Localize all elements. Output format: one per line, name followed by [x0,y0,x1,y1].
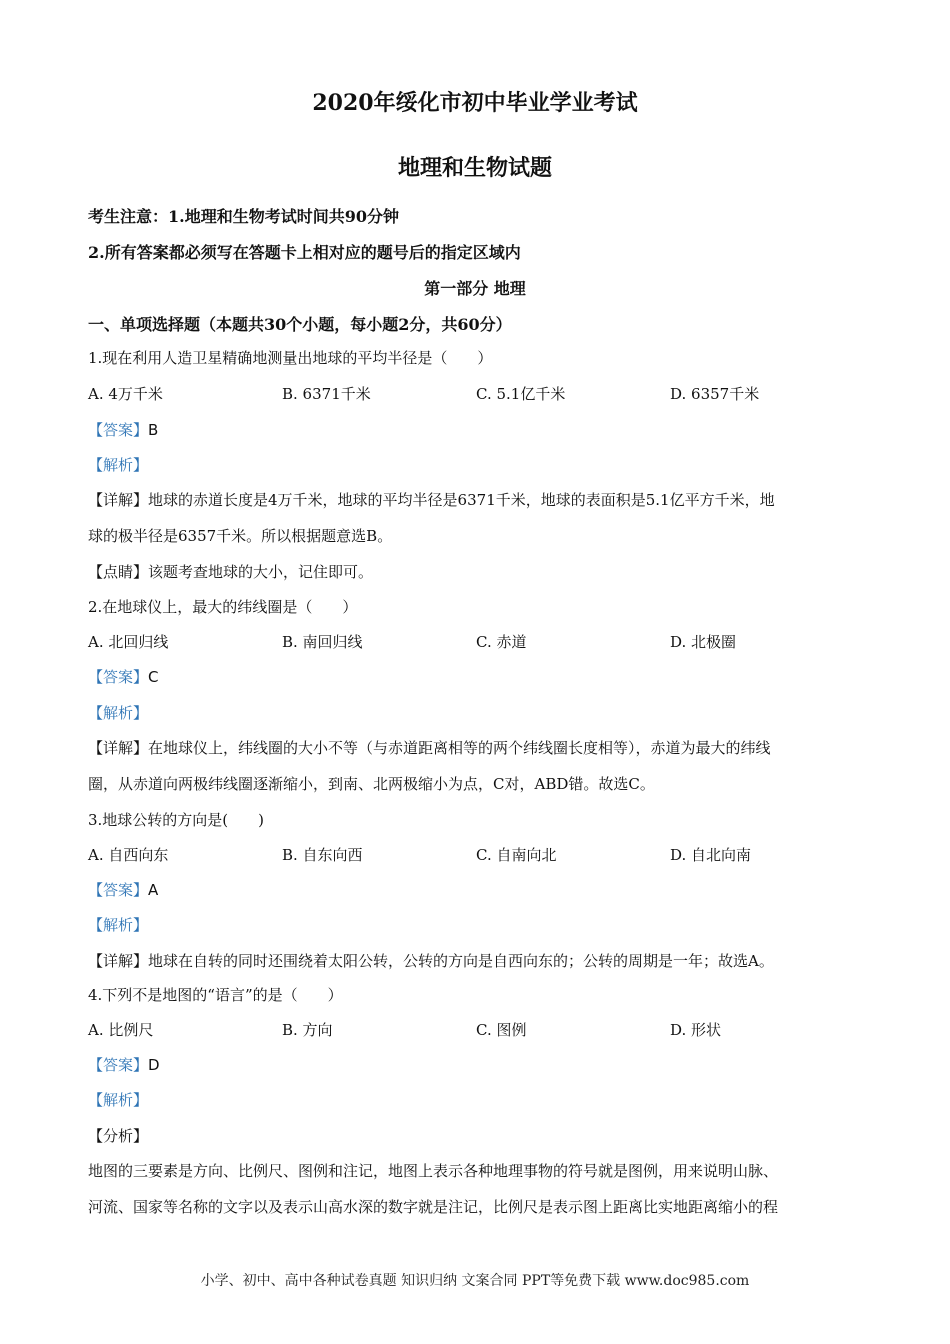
option-a: A. 北回归线 [88,633,169,651]
detail-tag: 【详解】 [88,491,149,509]
question-1-comment [88,561,868,582]
option-a: A. 比例尺 [88,1021,154,1039]
question-3-analysis [88,914,868,935]
question-3-detail [88,950,868,971]
question-1-detail-1 [88,489,868,510]
option-c: C. 自南向北 [476,846,557,864]
question-2-stem: 2.在地球仪上，最大的纬线圈是（ ） [88,598,358,616]
question-2-answer [88,666,868,687]
option-b: B. 自东向西 [282,846,363,864]
question-3-answer [88,879,868,900]
question-1-stem: 1.现在利用人造卫星精确地测量出地球的平均半径是（ ） [88,349,493,367]
comment-tag: 【点睛】 [88,563,149,581]
question-4-analyze-tag: 【分析】 [88,1127,149,1145]
analysis-tag: 【解析】 [88,1091,149,1109]
question-2-analysis [88,702,868,723]
comment-text: 该题考查地球的大小，记住即可。 [148,563,374,581]
answer-value: A [148,881,159,899]
question-3-stem: 3.地球公转的方向是( ) [88,811,265,829]
answer-value: D [148,1056,160,1074]
exam-subtitle: 地理和生物试题 [397,155,552,181]
analysis-tag: 【解析】 [88,456,149,474]
part-title: 第一部分 地理 [424,279,526,298]
option-a: A. 自西向东 [88,846,169,864]
section-title: 一、单项选择题（本题共30个小题，每小题2分，共60分） [88,315,512,334]
option-c: C. 赤道 [476,633,527,651]
question-4-analysis [88,1089,868,1110]
answer-value: C [148,668,159,686]
option-d: D. 自北向南 [670,846,752,864]
option-d: D. 北极圈 [670,633,737,651]
notice-line-2: 2.所有答案都必须写在答题卡上相对应的题号后的指定区域内 [88,243,521,262]
option-d: D. 形状 [670,1021,722,1039]
page-footer: 小学、初中、高中各种试卷真题 知识归纳 文案合同 PPT等免费下载 www.doc985.com [200,1273,750,1289]
question-1-analysis [88,454,868,475]
question-1-answer [88,419,868,440]
answer-tag: 【答案】 [88,668,149,686]
detail-text: 地球的赤道长度是4万千米，地球的平均半径是6371千米，地球的表面积是5.1亿平方千米，地 [148,491,775,509]
option-b: B. 6371千米 [282,385,371,403]
answer-tag: 【答案】 [88,881,149,899]
detail-text: 地球在自转的同时还围绕着太阳公转，公转的方向是自西向东的；公转的周期是一年；故选A。 [148,952,774,970]
detail-tag: 【详解】 [88,952,149,970]
answer-value: B [148,421,159,439]
question-4-analyze-2: 河流、国家等名称的文字以及表示山高水深的数字就是注记，比例尺是表示图上距离比实地距离缩小的程 [88,1198,779,1216]
question-2-detail-2: 圈，从赤道向两极纬线圈逐渐缩小，到南、北两极缩小为点，C对，ABD错。故选C。 [88,775,655,793]
question-2-detail-1 [88,737,868,758]
detail-tag: 【详解】 [88,739,149,757]
analysis-tag: 【解析】 [88,916,149,934]
option-c: C. 图例 [476,1021,527,1039]
question-4-stem: 4.下列不是地图的“语言”的是（ ） [88,986,343,1004]
option-c: C. 5.1亿千米 [476,385,566,403]
exam-title: 2020年绥化市初中毕业学业考试 [312,90,638,116]
question-4-answer [88,1054,868,1075]
option-d: D. 6357千米 [670,385,760,403]
answer-tag: 【答案】 [88,1056,149,1074]
question-4-analyze-1: 地图的三要素是方向、比例尺、图例和注记，地图上表示各种地理事物的符号就是图例，用来说明山脉、 [88,1162,779,1180]
analysis-tag: 【解析】 [88,704,149,722]
option-a: A. 4万千米 [88,385,163,403]
option-b: B. 南回归线 [282,633,363,651]
notice-line-1: 考生注意：1.地理和生物考试时间共90分钟 [88,207,399,226]
question-1-detail-2: 球的极半径是6357千米。所以根据题意选B。 [88,527,393,545]
option-b: B. 方向 [282,1021,333,1039]
answer-tag: 【答案】 [88,421,149,439]
detail-text: 在地球仪上，纬线圈的大小不等（与赤道距离相等的两个纬线圈长度相等），赤道为最大的纬线 [148,739,771,757]
